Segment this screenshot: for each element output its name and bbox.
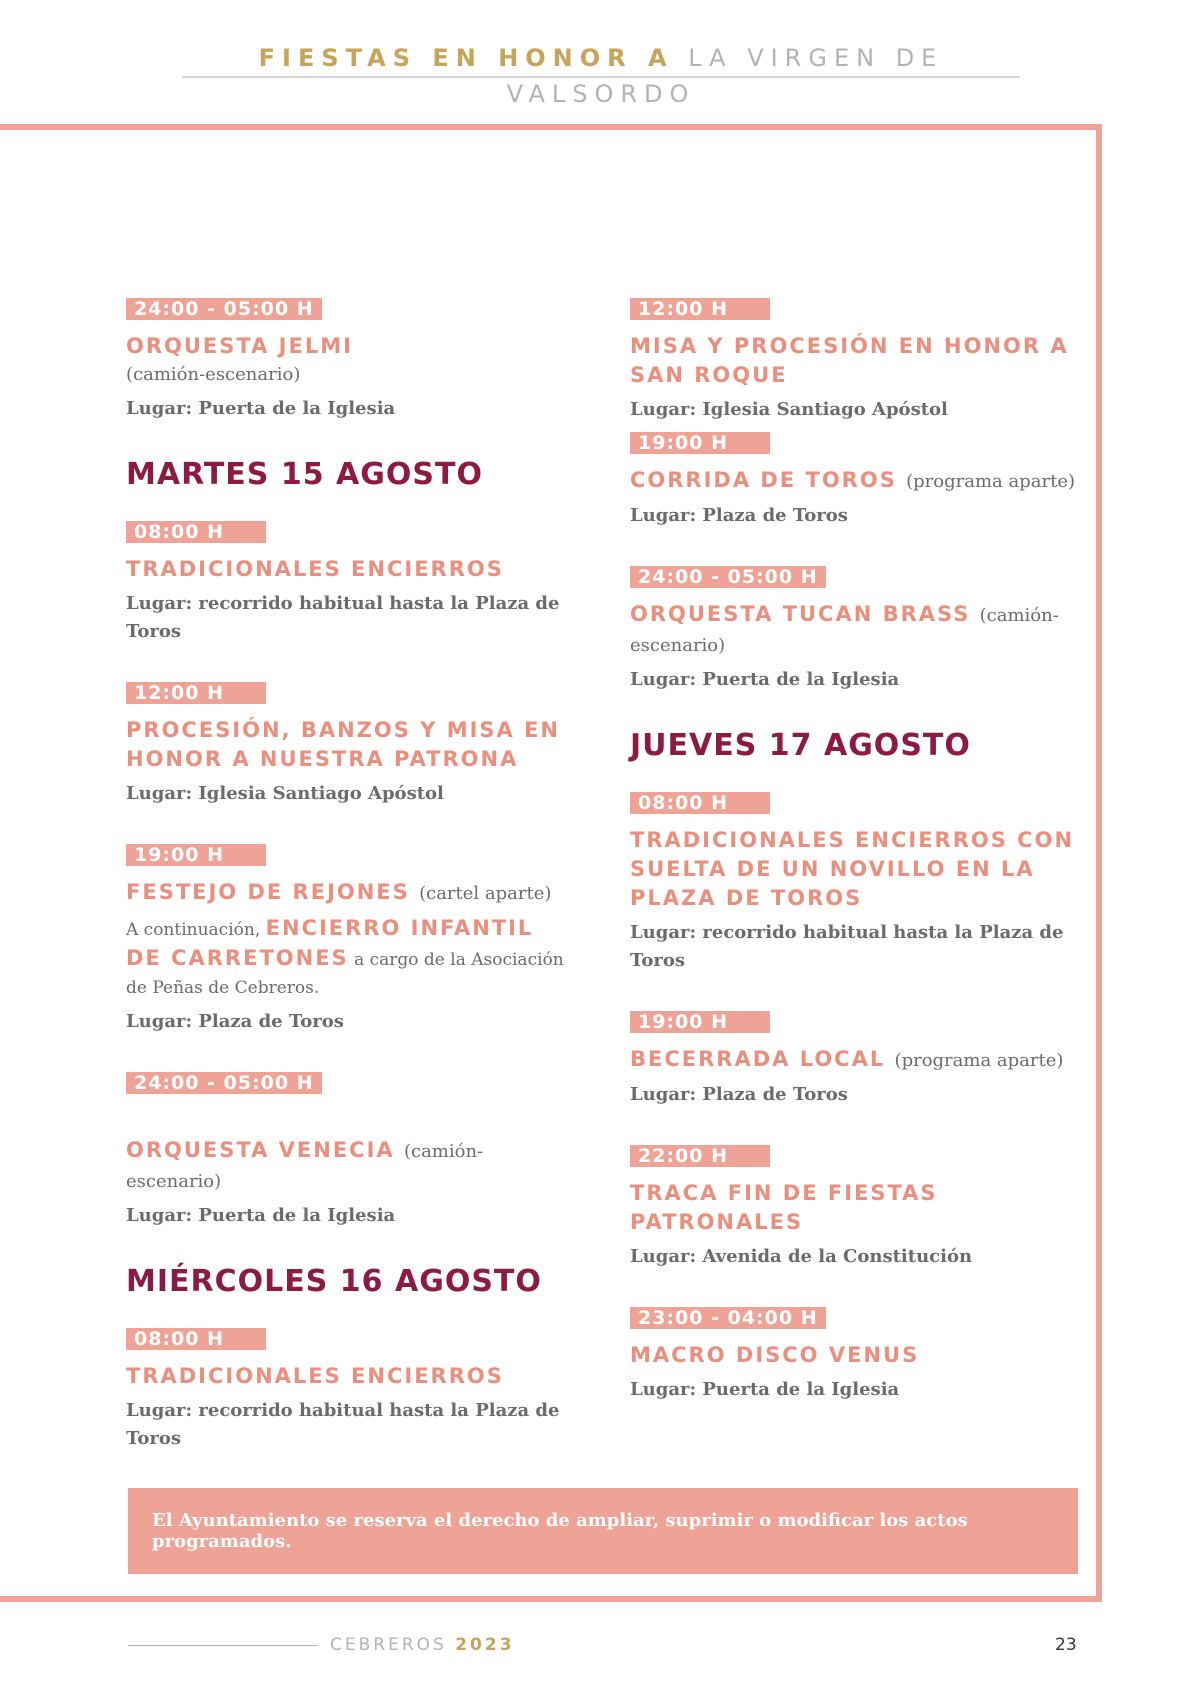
event-title: TRADICIONALES ENCIERROS [126,557,504,581]
day-heading: JUEVES 17 AGOSTO [630,728,971,763]
event-description [126,914,566,1002]
event-title-row [126,878,566,908]
event-tucan-brass [630,566,1080,694]
day-heading: MARTES 15 AGOSTO [126,457,483,492]
event-place: Lugar: Puerta de la Iglesia [630,1379,900,1400]
event-becerrada [630,1011,1080,1109]
notice-banner [128,1488,1078,1574]
event-place: Lugar: Plaza de Toros [630,1084,848,1105]
header-title-gold: FIESTAS EN HONOR A [258,44,674,72]
event-title: TRADICIONALES ENCIERROS CON SUELTA DE UN NOVILLO EN LA PLAZA DE TOROS [630,828,1075,910]
event-misa-san-roque [630,298,1080,424]
left-column [126,298,566,1489]
time-tag: 24:00 - 05:00 H [630,566,826,588]
time-tag: 23:00 - 04:00 H [630,1307,826,1329]
event-note: (camión-escenario) [630,605,1059,656]
event-title: CORRIDA DE TOROS [630,468,897,492]
desc-prefix: A continuación, [126,920,266,940]
time-tag: 24:00 - 05:00 H [126,1072,322,1094]
right-column [630,298,1080,1440]
event-place: Lugar: recorrido habitual hasta la Plaza de Toros [126,593,560,642]
event-title: BECERRADA LOCAL [630,1047,886,1071]
time-tag: 22:00 H [630,1145,770,1167]
footer-town: CEBREROS [330,1635,447,1655]
event-place: Lugar: Plaza de Toros [126,1011,344,1032]
event-title-row [630,1045,1080,1075]
day-heading: MIÉRCOLES 16 AGOSTO [126,1264,542,1299]
event-title-row [630,600,1080,660]
event-note: (programa aparte) [894,1050,1064,1071]
event-note: (programa aparte) [906,471,1076,492]
event-encierros-15 [126,521,566,646]
event-place: Lugar: Puerta de la Iglesia [126,398,396,419]
event-place: Lugar: Iglesia Santiago Apóstol [630,399,948,420]
event-title: ORQUESTA VENECIA [126,1138,395,1162]
event-place: Lugar: Puerta de la Iglesia [126,1205,396,1226]
event-title: TRACA FIN DE FIESTAS PATRONALES [630,1181,938,1234]
event-traca [630,1145,1080,1271]
event-title: ORQUESTA TUCAN BRASS [630,602,971,626]
event-corrida [630,432,1080,530]
time-tag: 12:00 H [126,682,266,704]
event-place: Lugar: recorrido habitual hasta la Plaza de Toros [630,922,1064,971]
time-tag: 19:00 H [630,432,770,454]
event-title: PROCESIÓN, BANZOS Y MISA EN HONOR A NUESTRA PATRONA [126,718,561,771]
event-place: Lugar: recorrido habitual hasta la Plaza de Toros [126,1400,560,1449]
event-title-row [630,466,1080,496]
event-title: MISA Y PROCESIÓN EN HONOR A SAN ROQUE [630,334,1069,387]
event-title-row [126,1136,566,1196]
event-note: (camión-escenario) [126,1141,484,1192]
footer-divider [128,1645,318,1646]
time-tag: 08:00 H [126,521,266,543]
time-tag: 12:00 H [630,298,770,320]
time-tag: 08:00 H [126,1328,266,1350]
desc-suffix: a cargo de la Asociación de Peñas de Cebreros. [126,950,564,998]
event-place: Lugar: Avenida de la Constitución [630,1246,973,1267]
event-subtitle: (camión-escenario) [126,364,301,385]
event-place: Lugar: Puerta de la Iglesia [630,669,900,690]
event-orquesta-venecia [126,1072,566,1230]
time-tag: 19:00 H [630,1011,770,1033]
event-procesion [126,682,566,808]
time-tag: 24:00 - 05:00 H [126,298,322,320]
time-tag: 08:00 H [630,792,770,814]
page-number: 23 [1055,1635,1077,1655]
event-title: ORQUESTA JELMI [126,334,353,358]
header-title-grey: LA VIRGEN DE VALSORDO [506,44,944,108]
event-orquesta-jelmi [126,298,566,423]
event-title: TRADICIONALES ENCIERROS [126,1364,504,1388]
event-rejones [126,844,566,1036]
footer-label [330,1632,515,1658]
notice-text: El Ayuntamiento se reserva el derecho de ampliar, suprimir o modificar los actos programados. [152,1510,968,1552]
event-place: Lugar: Plaza de Toros [630,505,848,526]
event-macro-disco [630,1307,1080,1404]
event-encierros-17 [630,792,1080,975]
desc-highlight: ENCIERRO INFANTIL DE CARRETONES [126,916,534,970]
event-encierros-16 [126,1328,566,1453]
event-place: Lugar: Iglesia Santiago Apóstol [126,783,444,804]
header-divider [182,76,1020,78]
footer-year: 2023 [455,1635,515,1655]
event-title: MACRO DISCO VENUS [630,1343,920,1367]
time-tag: 19:00 H [126,844,266,866]
event-title: FESTEJO DE REJONES [126,880,410,904]
event-note: (cartel aparte) [419,883,552,904]
